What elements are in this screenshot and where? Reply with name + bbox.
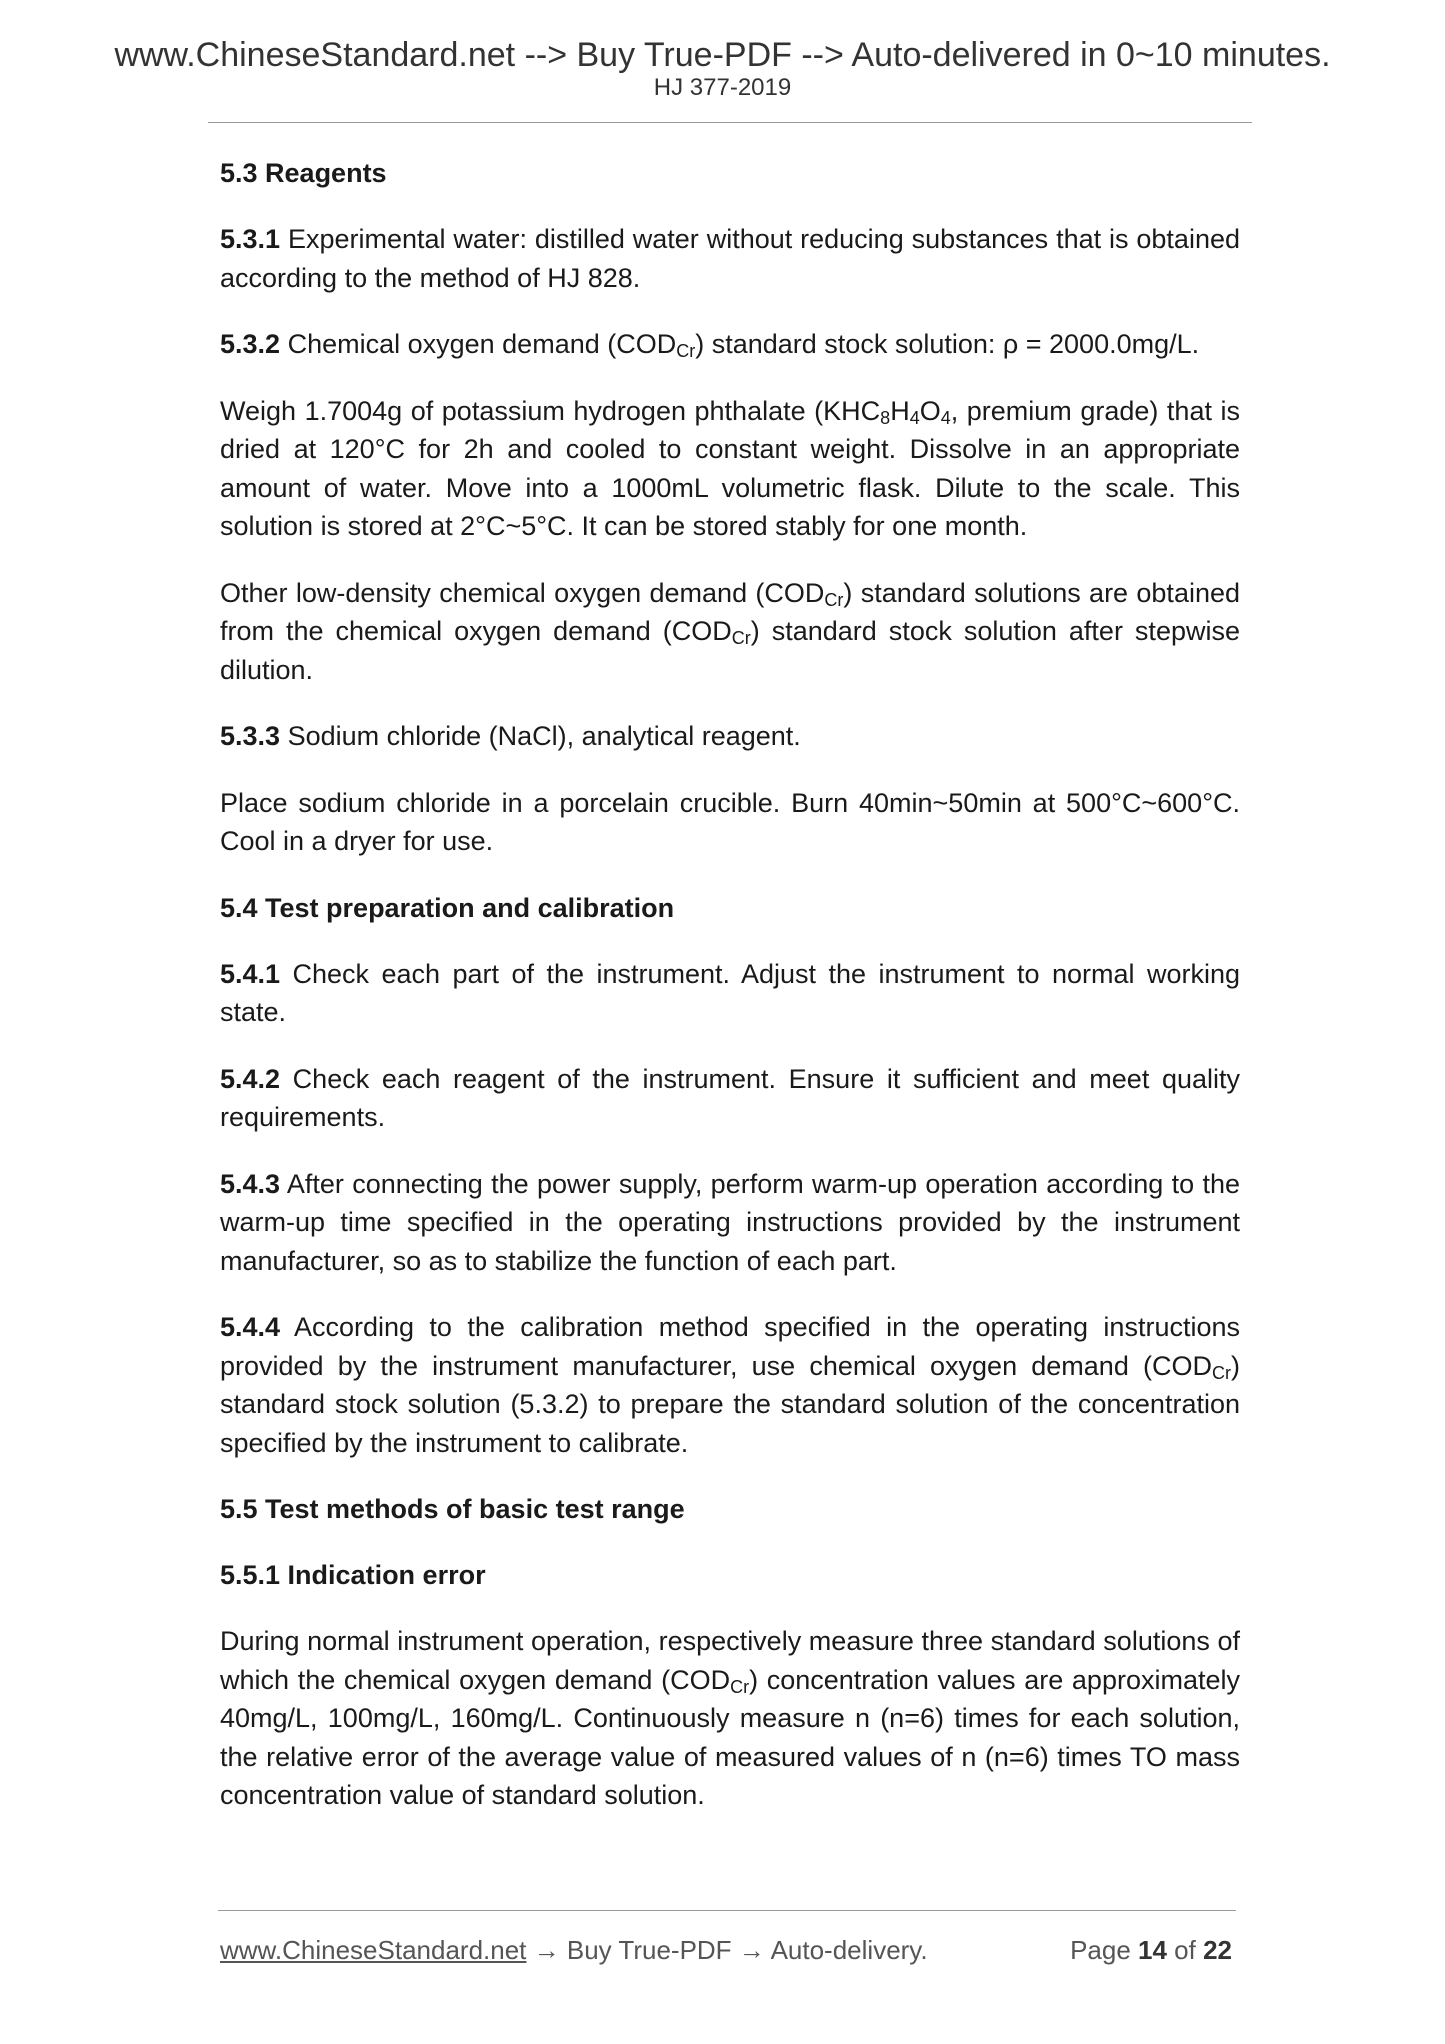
heading-5-5-1: 5.5.1 Indication error [220, 1560, 486, 1590]
clause-text: Chemical oxygen demand (COD [280, 329, 677, 359]
paragraph-text: H [890, 395, 910, 426]
page-label: Page [1070, 1935, 1139, 1965]
clause-5-4-4 [220, 1308, 1240, 1462]
subscript: 4 [909, 407, 920, 428]
during-paragraph [220, 1622, 1240, 1815]
paragraph-text: O [919, 395, 941, 426]
clause-text: ) standard stock solution: ρ = 2000.0mg/L. [695, 329, 1200, 359]
page-current: 14 [1138, 1935, 1167, 1965]
paragraph-text: ) standard stock solution after stepwise dilution. [220, 616, 1240, 685]
heading-5-3: 5.3 Reagents [220, 158, 387, 188]
clause-5-4-3 [220, 1165, 1240, 1281]
clause-text: Experimental water: distilled water without reducing substances that is obtained according to the method of HJ 828. [220, 224, 1240, 293]
clause-number: 5.3.1 [220, 224, 281, 254]
clause-5-3-1 [220, 220, 1240, 297]
page-footer [220, 1933, 1232, 1967]
place-paragraph: Place sodium chloride in a porcelain crucible. Burn 40min~50min at 500°C~600°C. Cool in a dryer for use. [220, 787, 1240, 856]
paragraph-text: , premium grade) that is dried at 120°C for 2h and cooled to constant weight. Dissolve in an appropriate amount of water. Move into a 1000mL volumetric flask. Dilute to the scale. This solution is stored at 2°C~5°C. It can be stored stably for one month. [220, 395, 1241, 541]
subscript: Cr [676, 341, 696, 361]
footer-left [220, 1933, 928, 1967]
subscript: Cr [731, 628, 751, 648]
subscript: Cr [1212, 1362, 1231, 1383]
page-indicator [1070, 1933, 1232, 1967]
paragraph-text: ) concentration values are approximately 40mg/L, 100mg/L, 160mg/L. Continuously measure n (n=6) times for each solution, the relative error of the average value of measured values of n (n=6) times TO mass concentration value of standard solution. [220, 1664, 1240, 1810]
clause-number: 5.3.2 [220, 329, 281, 359]
paragraph-text: Other low-density chemical oxygen demand (COD [220, 577, 825, 608]
clause-number: 5.4.1 [220, 958, 281, 989]
subscript: 4 [940, 407, 951, 428]
subscript: Cr [824, 589, 844, 610]
clause-text: According to the calibration method specified in the operating instructions provided by the instrument manufacturer, use chemical oxygen demand (COD [220, 1312, 1240, 1381]
clause-text: Sodium chloride (NaCl), analytical reagent. [280, 721, 801, 751]
clause-number: 5.4.3 [220, 1168, 281, 1199]
heading-5-5: 5.5 Test methods of basic test range [220, 1494, 685, 1524]
page-of-label: of [1166, 1935, 1204, 1965]
paragraph-text: Weigh 1.7004g of potassium hydrogen phthalate (KHC [220, 395, 881, 426]
clause-text: Check each reagent of the instrument. Ensure it sufficient and meet quality requirements. [220, 1063, 1240, 1132]
clause-5-3-3 [220, 717, 1240, 756]
clause-number: 5.4.4 [220, 1312, 281, 1342]
header-banner: www.ChineseStandard.net --> Buy True-PDF --> Auto-delivered in 0~10 minutes. [114, 36, 1331, 74]
clause-text: Check each part of the instrument. Adjust the instrument to normal working state. [220, 958, 1240, 1027]
page-content [220, 154, 1240, 1843]
clause-text: After connecting the power supply, perform warm-up operation according to the warm-up time specified in the operating instructions provided by the instrument manufacturer, so as to stabilize the function of each part. [220, 1168, 1240, 1276]
clause-number: 5.3.3 [220, 721, 281, 751]
clause-5-3-2 [220, 325, 1240, 364]
weigh-paragraph [220, 392, 1240, 546]
page-total: 22 [1203, 1935, 1232, 1965]
clause-number: 5.4.2 [220, 1063, 281, 1094]
paragraph-text: ) standard solutions are obtained from the chemical oxygen demand (COD [220, 577, 1241, 646]
subscript: Cr [730, 1676, 750, 1697]
clause-5-4-2 [220, 1060, 1240, 1137]
header-divider [208, 122, 1252, 123]
clause-text: ) standard stock solution (5.3.2) to prepare the standard solution of the concentration specified by the instrument to calibrate. [220, 1350, 1240, 1458]
footer-site-link[interactable]: www.ChineseStandard.net [220, 1935, 527, 1965]
subscript: 8 [880, 407, 891, 428]
other-solutions-paragraph [220, 574, 1240, 690]
paragraph-text: During normal instrument operation, respectively measure three standard solutions of which the chemical oxygen demand (COD [220, 1626, 1240, 1695]
footer-divider [218, 1910, 1236, 1911]
standard-code: HJ 377-2019 [653, 74, 792, 101]
heading-5-4: 5.4 Test preparation and calibration [220, 892, 675, 923]
clause-5-4-1 [220, 955, 1240, 1032]
footer-tagline: → Buy True-PDF → Auto-delivery. [526, 1935, 928, 1965]
